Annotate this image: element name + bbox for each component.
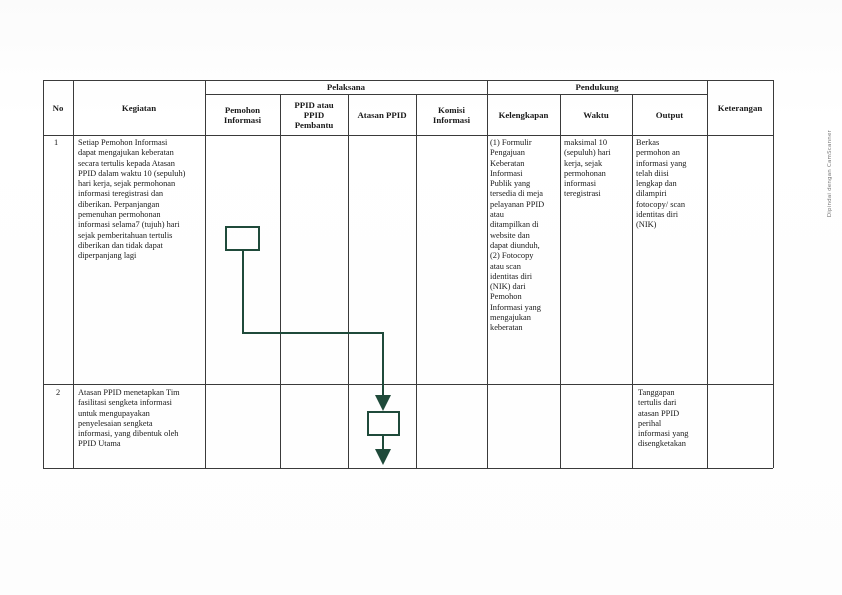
row1-kelengkapan: (1) Formulir Pengajuan Keberatan Informasi Publik yang tersedia di meja pelayanan PPID atau ditampilkan di website dan dapat diunduh, (2) Fotocopy atau scan identitas diri (NIK) dari Pemohon Informasi yang mengajukan keberatan <box>490 138 545 333</box>
header-ppid-pembantu: PPID atau PPID Pembantu <box>294 99 334 130</box>
row1-waktu: maksimal 10 (sepuluh) hari kerja, sejak permohonan informasi teregistrasi <box>564 138 611 199</box>
row2-no: 2 <box>56 388 61 397</box>
row2-kegiatan: Atasan PPID menetapkan Tim fasilitasi sengketa informasi untuk mengupayakan penyelesaian sengketa informasi, yang dibentuk oleh PPID Utama <box>78 388 180 449</box>
header-kelengkapan: Kelengkapan <box>498 109 549 120</box>
flow-connector <box>243 250 383 403</box>
header-komisi-informasi: Komisi Informasi <box>432 104 471 125</box>
header-pendukung: Pendukung <box>575 82 619 92</box>
header-waktu: Waktu <box>583 109 609 120</box>
header-output: Output <box>655 109 684 120</box>
process-box-atasan-ppid <box>368 412 399 435</box>
row1-output: Berkas permohon an informasi yang telah diisi lengkap dan dilampiri fotocopy/ scan identitas diri (NIK) <box>636 138 687 230</box>
scanner-watermark: Dipindai dengan CamScanner <box>827 130 833 218</box>
row1-no: 1 <box>54 138 59 147</box>
header-atasan-ppid: Atasan PPID <box>357 109 407 120</box>
header-no: No <box>52 102 64 113</box>
header-pemohon-informasi: Pemohon Informasi <box>223 104 262 125</box>
row2-output: Tanggapan tertulis dari atasan PPID perihal informasi yang disengketakan <box>638 388 689 449</box>
header-kegiatan: Kegiatan <box>121 102 157 113</box>
process-box-pemohon <box>226 227 259 250</box>
header-keterangan: Keterangan <box>717 102 763 113</box>
header-pelaksana: Pelaksana <box>326 82 366 92</box>
row1-kegiatan: Setiap Pemohon Informasi dapat mengajukan keberatan secara tertulis kepada Atasan PPID dalam waktu 10 (sepuluh) hari kerja, sejak permohonan informasi teregistrasi dan diberikan. Perpanjangan pemenuhan permohonan informasi selama7 (tujuh) hari sejak pemberitahuan tertulis diberikan dan tidak dapat diperpanjang lagi <box>78 138 186 261</box>
